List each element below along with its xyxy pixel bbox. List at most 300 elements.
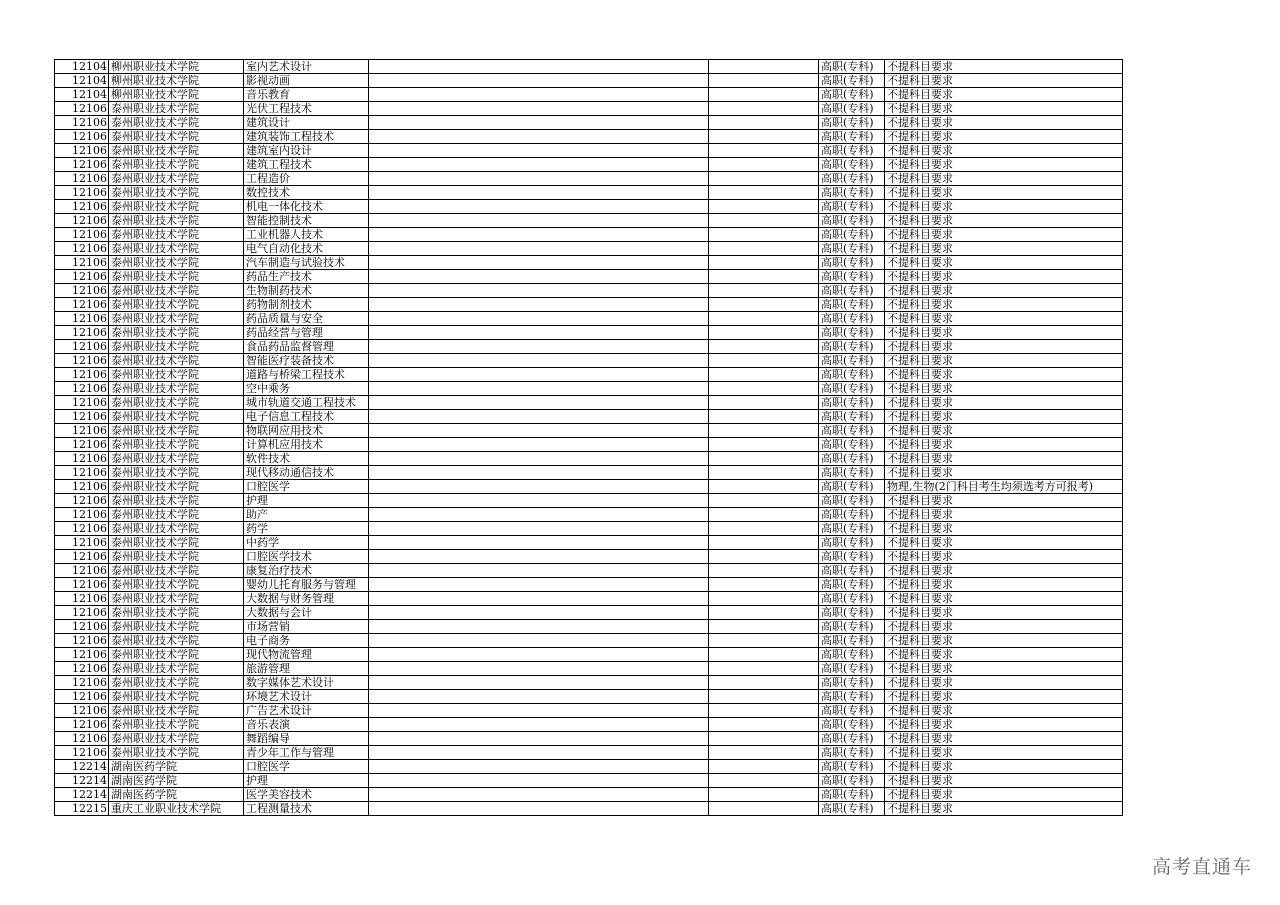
subject-requirement-cell: 不提科目要求 xyxy=(885,312,1123,326)
blank-cell xyxy=(709,690,819,704)
school-code-cell: 12106 xyxy=(55,298,109,312)
level-cell: 高职(专科) xyxy=(819,312,885,326)
subject-requirement-cell: 不提科目要求 xyxy=(885,760,1123,774)
blank-cell xyxy=(369,802,709,816)
blank-cell xyxy=(369,102,709,116)
blank-cell xyxy=(709,452,819,466)
major-name-cell: 建筑设计 xyxy=(244,116,369,130)
school-code-cell: 12106 xyxy=(55,354,109,368)
school-code-cell: 12106 xyxy=(55,396,109,410)
table-row xyxy=(55,550,1123,564)
major-name-cell: 智能医疗装备技术 xyxy=(244,354,369,368)
school-name-cell: 柳州职业技术学院 xyxy=(109,74,244,88)
table-row xyxy=(55,480,1123,494)
table-row xyxy=(55,452,1123,466)
subject-requirement-cell: 不提科目要求 xyxy=(885,690,1123,704)
major-name-cell: 电子信息工程技术 xyxy=(244,410,369,424)
blank-cell xyxy=(369,592,709,606)
level-cell: 高职(专科) xyxy=(819,578,885,592)
school-code-cell: 12106 xyxy=(55,550,109,564)
school-code-cell: 12106 xyxy=(55,746,109,760)
table-row xyxy=(55,536,1123,550)
blank-cell xyxy=(709,550,819,564)
major-name-cell: 中药学 xyxy=(244,536,369,550)
admission-table xyxy=(54,59,1123,816)
major-name-cell: 影视动画 xyxy=(244,74,369,88)
blank-cell xyxy=(369,340,709,354)
subject-requirement-cell: 不提科目要求 xyxy=(885,494,1123,508)
school-code-cell: 12106 xyxy=(55,326,109,340)
school-name-cell: 泰州职业技术学院 xyxy=(109,508,244,522)
blank-cell xyxy=(369,256,709,270)
school-code-cell: 12106 xyxy=(55,578,109,592)
major-name-cell: 机电一体化技术 xyxy=(244,200,369,214)
school-code-cell: 12106 xyxy=(55,704,109,718)
school-name-cell: 泰州职业技术学院 xyxy=(109,116,244,130)
blank-cell xyxy=(709,424,819,438)
school-code-cell: 12106 xyxy=(55,606,109,620)
level-cell: 高职(专科) xyxy=(819,270,885,284)
school-name-cell: 泰州职业技术学院 xyxy=(109,676,244,690)
major-name-cell: 工程测量技术 xyxy=(244,802,369,816)
table-row xyxy=(55,662,1123,676)
subject-requirement-cell: 不提科目要求 xyxy=(885,74,1123,88)
school-code-cell: 12106 xyxy=(55,452,109,466)
blank-cell xyxy=(369,158,709,172)
blank-cell xyxy=(709,746,819,760)
major-name-cell: 舞蹈编导 xyxy=(244,732,369,746)
table-row xyxy=(55,88,1123,102)
subject-requirement-cell: 不提科目要求 xyxy=(885,60,1123,74)
level-cell: 高职(专科) xyxy=(819,200,885,214)
subject-requirement-cell: 不提科目要求 xyxy=(885,298,1123,312)
school-name-cell: 泰州职业技术学院 xyxy=(109,144,244,158)
table-row xyxy=(55,284,1123,298)
blank-cell xyxy=(369,312,709,326)
subject-requirement-cell: 不提科目要求 xyxy=(885,662,1123,676)
blank-cell xyxy=(369,746,709,760)
school-name-cell: 泰州职业技术学院 xyxy=(109,704,244,718)
school-name-cell: 泰州职业技术学院 xyxy=(109,522,244,536)
level-cell: 高职(专科) xyxy=(819,284,885,298)
blank-cell xyxy=(369,172,709,186)
level-cell: 高职(专科) xyxy=(819,396,885,410)
school-code-cell: 12106 xyxy=(55,242,109,256)
table-row xyxy=(55,102,1123,116)
level-cell: 高职(专科) xyxy=(819,228,885,242)
table-row xyxy=(55,130,1123,144)
table-row xyxy=(55,592,1123,606)
major-name-cell: 光伏工程技术 xyxy=(244,102,369,116)
school-code-cell: 12106 xyxy=(55,284,109,298)
blank-cell xyxy=(369,536,709,550)
school-name-cell: 泰州职业技术学院 xyxy=(109,396,244,410)
school-code-cell: 12106 xyxy=(55,522,109,536)
blank-cell xyxy=(369,662,709,676)
major-name-cell: 建筑装饰工程技术 xyxy=(244,130,369,144)
subject-requirement-cell: 不提科目要求 xyxy=(885,788,1123,802)
school-name-cell: 泰州职业技术学院 xyxy=(109,550,244,564)
blank-cell xyxy=(369,130,709,144)
blank-cell xyxy=(369,396,709,410)
major-name-cell: 环境艺术设计 xyxy=(244,690,369,704)
blank-cell xyxy=(709,718,819,732)
level-cell: 高职(专科) xyxy=(819,536,885,550)
major-name-cell: 音乐教育 xyxy=(244,88,369,102)
school-name-cell: 泰州职业技术学院 xyxy=(109,242,244,256)
school-code-cell: 12106 xyxy=(55,662,109,676)
table-row xyxy=(55,620,1123,634)
blank-cell xyxy=(369,606,709,620)
blank-cell xyxy=(369,214,709,228)
major-name-cell: 大数据与财务管理 xyxy=(244,592,369,606)
level-cell: 高职(专科) xyxy=(819,186,885,200)
blank-cell xyxy=(369,424,709,438)
major-name-cell: 药品经营与管理 xyxy=(244,326,369,340)
major-name-cell: 软件技术 xyxy=(244,452,369,466)
table-row xyxy=(55,410,1123,424)
level-cell: 高职(专科) xyxy=(819,214,885,228)
level-cell: 高职(专科) xyxy=(819,410,885,424)
watermark: 高考直通车 xyxy=(1151,856,1252,878)
school-code-cell: 12106 xyxy=(55,536,109,550)
major-name-cell: 空中乘务 xyxy=(244,382,369,396)
subject-requirement-cell: 不提科目要求 xyxy=(885,270,1123,284)
subject-requirement-cell: 不提科目要求 xyxy=(885,396,1123,410)
school-name-cell: 泰州职业技术学院 xyxy=(109,228,244,242)
major-name-cell: 药品生产技术 xyxy=(244,270,369,284)
school-code-cell: 12104 xyxy=(55,88,109,102)
blank-cell xyxy=(369,620,709,634)
blank-cell xyxy=(709,340,819,354)
school-name-cell: 泰州职业技术学院 xyxy=(109,564,244,578)
major-name-cell: 青少年工作与管理 xyxy=(244,746,369,760)
level-cell: 高职(专科) xyxy=(819,452,885,466)
table-row xyxy=(55,508,1123,522)
subject-requirement-cell: 不提科目要求 xyxy=(885,536,1123,550)
school-code-cell: 12214 xyxy=(55,760,109,774)
school-name-cell: 湖南医药学院 xyxy=(109,774,244,788)
table-row xyxy=(55,298,1123,312)
blank-cell xyxy=(709,200,819,214)
blank-cell xyxy=(369,774,709,788)
subject-requirement-cell: 不提科目要求 xyxy=(885,256,1123,270)
level-cell: 高职(专科) xyxy=(819,382,885,396)
subject-requirement-cell: 不提科目要求 xyxy=(885,466,1123,480)
blank-cell xyxy=(709,760,819,774)
school-name-cell: 泰州职业技术学院 xyxy=(109,256,244,270)
school-code-cell: 12106 xyxy=(55,508,109,522)
school-code-cell: 12106 xyxy=(55,634,109,648)
subject-requirement-cell: 不提科目要求 xyxy=(885,186,1123,200)
blank-cell xyxy=(709,326,819,340)
blank-cell xyxy=(369,494,709,508)
school-name-cell: 重庆工业职业技术学院 xyxy=(109,802,244,816)
blank-cell xyxy=(709,494,819,508)
table-row xyxy=(55,760,1123,774)
table-row xyxy=(55,186,1123,200)
blank-cell xyxy=(369,718,709,732)
subject-requirement-cell: 不提科目要求 xyxy=(885,648,1123,662)
blank-cell xyxy=(709,172,819,186)
school-name-cell: 湖南医药学院 xyxy=(109,788,244,802)
school-name-cell: 湖南医药学院 xyxy=(109,760,244,774)
level-cell: 高职(专科) xyxy=(819,620,885,634)
level-cell: 高职(专科) xyxy=(819,144,885,158)
major-name-cell: 汽车制造与试验技术 xyxy=(244,256,369,270)
subject-requirement-cell: 不提科目要求 xyxy=(885,732,1123,746)
school-code-cell: 12106 xyxy=(55,424,109,438)
school-name-cell: 泰州职业技术学院 xyxy=(109,536,244,550)
blank-cell xyxy=(709,592,819,606)
table-row xyxy=(55,438,1123,452)
level-cell: 高职(专科) xyxy=(819,130,885,144)
blank-cell xyxy=(369,382,709,396)
school-code-cell: 12106 xyxy=(55,732,109,746)
blank-cell xyxy=(709,270,819,284)
major-name-cell: 护理 xyxy=(244,494,369,508)
major-name-cell: 大数据与会计 xyxy=(244,606,369,620)
major-name-cell: 工程造价 xyxy=(244,172,369,186)
table-row xyxy=(55,396,1123,410)
blank-cell xyxy=(709,508,819,522)
table-row xyxy=(55,606,1123,620)
subject-requirement-cell: 不提科目要求 xyxy=(885,634,1123,648)
table-row xyxy=(55,564,1123,578)
level-cell: 高职(专科) xyxy=(819,116,885,130)
blank-cell xyxy=(369,354,709,368)
table-row xyxy=(55,522,1123,536)
table-row xyxy=(55,732,1123,746)
subject-requirement-cell: 不提科目要求 xyxy=(885,214,1123,228)
school-name-cell: 泰州职业技术学院 xyxy=(109,172,244,186)
table-row xyxy=(55,200,1123,214)
table-row xyxy=(55,312,1123,326)
school-name-cell: 柳州职业技术学院 xyxy=(109,60,244,74)
school-name-cell: 泰州职业技术学院 xyxy=(109,466,244,480)
blank-cell xyxy=(709,60,819,74)
table-row xyxy=(55,466,1123,480)
subject-requirement-cell: 不提科目要求 xyxy=(885,172,1123,186)
level-cell: 高职(专科) xyxy=(819,564,885,578)
school-name-cell: 泰州职业技术学院 xyxy=(109,690,244,704)
level-cell: 高职(专科) xyxy=(819,88,885,102)
blank-cell xyxy=(369,228,709,242)
table-row xyxy=(55,270,1123,284)
blank-cell xyxy=(709,634,819,648)
school-code-cell: 12106 xyxy=(55,592,109,606)
school-name-cell: 泰州职业技术学院 xyxy=(109,480,244,494)
table-row xyxy=(55,634,1123,648)
subject-requirement-cell: 不提科目要求 xyxy=(885,424,1123,438)
subject-requirement-cell: 不提科目要求 xyxy=(885,774,1123,788)
blank-cell xyxy=(709,438,819,452)
blank-cell xyxy=(369,522,709,536)
major-name-cell: 口腔医学 xyxy=(244,760,369,774)
major-name-cell: 现代移动通信技术 xyxy=(244,466,369,480)
blank-cell xyxy=(709,144,819,158)
blank-cell xyxy=(369,704,709,718)
level-cell: 高职(专科) xyxy=(819,172,885,186)
school-name-cell: 泰州职业技术学院 xyxy=(109,326,244,340)
blank-cell xyxy=(709,102,819,116)
blank-cell xyxy=(369,732,709,746)
blank-cell xyxy=(369,74,709,88)
major-name-cell: 口腔医学技术 xyxy=(244,550,369,564)
major-name-cell: 电子商务 xyxy=(244,634,369,648)
major-name-cell: 广告艺术设计 xyxy=(244,704,369,718)
blank-cell xyxy=(369,60,709,74)
school-name-cell: 泰州职业技术学院 xyxy=(109,620,244,634)
school-name-cell: 泰州职业技术学院 xyxy=(109,382,244,396)
major-name-cell: 药学 xyxy=(244,522,369,536)
major-name-cell: 药物制剂技术 xyxy=(244,298,369,312)
school-code-cell: 12106 xyxy=(55,312,109,326)
blank-cell xyxy=(709,116,819,130)
level-cell: 高职(专科) xyxy=(819,662,885,676)
school-name-cell: 泰州职业技术学院 xyxy=(109,494,244,508)
level-cell: 高职(专科) xyxy=(819,102,885,116)
school-name-cell: 泰州职业技术学院 xyxy=(109,158,244,172)
school-name-cell: 泰州职业技术学院 xyxy=(109,424,244,438)
school-name-cell: 泰州职业技术学院 xyxy=(109,284,244,298)
table-row xyxy=(55,74,1123,88)
level-cell: 高职(专科) xyxy=(819,480,885,494)
school-name-cell: 泰州职业技术学院 xyxy=(109,732,244,746)
subject-requirement-cell: 不提科目要求 xyxy=(885,88,1123,102)
school-name-cell: 泰州职业技术学院 xyxy=(109,592,244,606)
subject-requirement-cell: 不提科目要求 xyxy=(885,116,1123,130)
blank-cell xyxy=(709,578,819,592)
school-name-cell: 泰州职业技术学院 xyxy=(109,312,244,326)
major-name-cell: 智能控制技术 xyxy=(244,214,369,228)
blank-cell xyxy=(709,662,819,676)
blank-cell xyxy=(369,284,709,298)
subject-requirement-cell: 不提科目要求 xyxy=(885,228,1123,242)
level-cell: 高职(专科) xyxy=(819,256,885,270)
major-name-cell: 医学美容技术 xyxy=(244,788,369,802)
major-name-cell: 护理 xyxy=(244,774,369,788)
major-name-cell: 生物制药技术 xyxy=(244,284,369,298)
school-code-cell: 12106 xyxy=(55,466,109,480)
table-row xyxy=(55,690,1123,704)
level-cell: 高职(专科) xyxy=(819,340,885,354)
blank-cell xyxy=(709,480,819,494)
subject-requirement-cell: 不提科目要求 xyxy=(885,410,1123,424)
school-code-cell: 12106 xyxy=(55,340,109,354)
school-name-cell: 泰州职业技术学院 xyxy=(109,368,244,382)
major-name-cell: 婴幼儿托育服务与管理 xyxy=(244,578,369,592)
table-row xyxy=(55,368,1123,382)
table-row xyxy=(55,228,1123,242)
major-name-cell: 建筑室内设计 xyxy=(244,144,369,158)
level-cell: 高职(专科) xyxy=(819,774,885,788)
table-row xyxy=(55,676,1123,690)
table-row xyxy=(55,158,1123,172)
blank-cell xyxy=(709,74,819,88)
blank-cell xyxy=(369,690,709,704)
major-name-cell: 药品质量与安全 xyxy=(244,312,369,326)
blank-cell xyxy=(369,186,709,200)
school-code-cell: 12106 xyxy=(55,102,109,116)
major-name-cell: 道路与桥梁工程技术 xyxy=(244,368,369,382)
major-name-cell: 室内艺术设计 xyxy=(244,60,369,74)
table-row xyxy=(55,144,1123,158)
subject-requirement-cell: 不提科目要求 xyxy=(885,102,1123,116)
school-code-cell: 12106 xyxy=(55,480,109,494)
blank-cell xyxy=(709,396,819,410)
school-name-cell: 泰州职业技术学院 xyxy=(109,214,244,228)
school-name-cell: 泰州职业技术学院 xyxy=(109,634,244,648)
table-row xyxy=(55,578,1123,592)
level-cell: 高职(专科) xyxy=(819,494,885,508)
subject-requirement-cell: 不提科目要求 xyxy=(885,242,1123,256)
school-code-cell: 12106 xyxy=(55,676,109,690)
school-name-cell: 泰州职业技术学院 xyxy=(109,746,244,760)
table-row xyxy=(55,172,1123,186)
table-row xyxy=(55,704,1123,718)
major-name-cell: 食品药品监督管理 xyxy=(244,340,369,354)
subject-requirement-cell: 不提科目要求 xyxy=(885,550,1123,564)
level-cell: 高职(专科) xyxy=(819,690,885,704)
level-cell: 高职(专科) xyxy=(819,522,885,536)
major-name-cell: 计算机应用技术 xyxy=(244,438,369,452)
blank-cell xyxy=(369,788,709,802)
level-cell: 高职(专科) xyxy=(819,732,885,746)
blank-cell xyxy=(709,298,819,312)
subject-requirement-cell: 不提科目要求 xyxy=(885,438,1123,452)
major-name-cell: 城市轨道交通工程技术 xyxy=(244,396,369,410)
subject-requirement-cell: 不提科目要求 xyxy=(885,200,1123,214)
table-row xyxy=(55,494,1123,508)
major-name-cell: 数字媒体艺术设计 xyxy=(244,676,369,690)
table-row xyxy=(55,60,1123,74)
blank-cell xyxy=(709,536,819,550)
blank-cell xyxy=(369,550,709,564)
level-cell: 高职(专科) xyxy=(819,466,885,480)
blank-cell xyxy=(709,774,819,788)
subject-requirement-cell: 物理,生物(2门科目考生均须选考方可报考) xyxy=(885,480,1123,494)
blank-cell xyxy=(709,410,819,424)
school-code-cell: 12106 xyxy=(55,620,109,634)
school-code-cell: 12106 xyxy=(55,718,109,732)
school-code-cell: 12215 xyxy=(55,802,109,816)
subject-requirement-cell: 不提科目要求 xyxy=(885,746,1123,760)
blank-cell xyxy=(709,130,819,144)
school-name-cell: 泰州职业技术学院 xyxy=(109,452,244,466)
level-cell: 高职(专科) xyxy=(819,354,885,368)
level-cell: 高职(专科) xyxy=(819,298,885,312)
school-code-cell: 12106 xyxy=(55,382,109,396)
blank-cell xyxy=(709,732,819,746)
level-cell: 高职(专科) xyxy=(819,634,885,648)
subject-requirement-cell: 不提科目要求 xyxy=(885,564,1123,578)
level-cell: 高职(专科) xyxy=(819,648,885,662)
blank-cell xyxy=(709,214,819,228)
subject-requirement-cell: 不提科目要求 xyxy=(885,592,1123,606)
blank-cell xyxy=(369,466,709,480)
blank-cell xyxy=(369,760,709,774)
school-name-cell: 泰州职业技术学院 xyxy=(109,578,244,592)
major-name-cell: 建筑工程技术 xyxy=(244,158,369,172)
blank-cell xyxy=(369,88,709,102)
school-code-cell: 12106 xyxy=(55,228,109,242)
subject-requirement-cell: 不提科目要求 xyxy=(885,620,1123,634)
school-name-cell: 泰州职业技术学院 xyxy=(109,186,244,200)
subject-requirement-cell: 不提科目要求 xyxy=(885,606,1123,620)
blank-cell xyxy=(709,88,819,102)
school-code-cell: 12106 xyxy=(55,690,109,704)
